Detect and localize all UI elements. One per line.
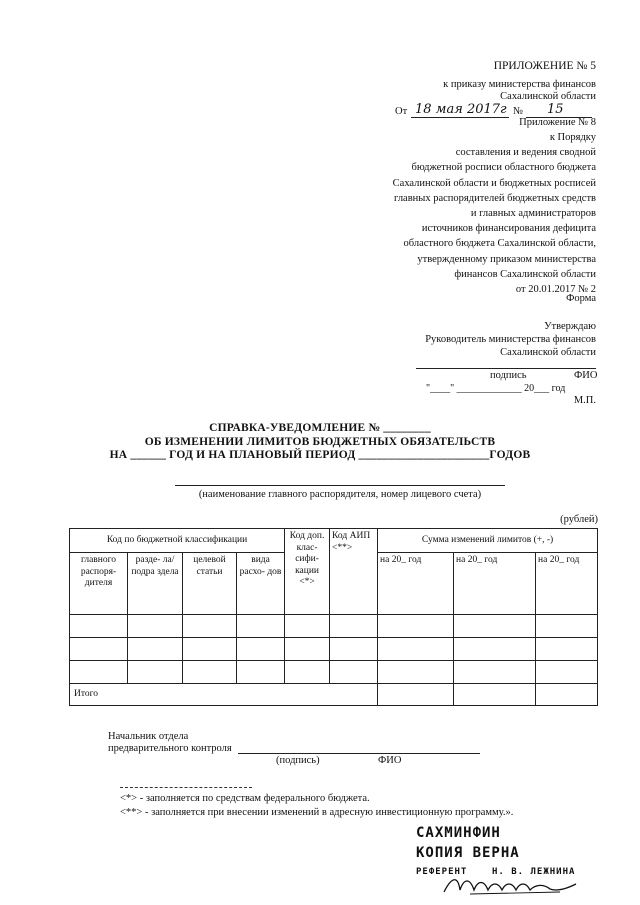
table-cell[interactable] [70, 615, 128, 638]
approver-signature-caption: подпись [490, 370, 527, 381]
table-row [70, 661, 598, 684]
table-cell[interactable] [237, 661, 285, 684]
total-label: Итого [70, 684, 378, 706]
order-line-1: к приказу министерства финансов [443, 79, 596, 90]
signoff-fio-caption: ФИО [378, 755, 402, 766]
table-cell[interactable] [183, 638, 237, 661]
handwritten-date: 18 мая 2017г [415, 102, 507, 117]
total-cell[interactable] [378, 684, 454, 706]
table-cell[interactable] [454, 615, 536, 638]
main-manager-subheader: главного распоря- дителя [70, 553, 128, 615]
table-cell[interactable] [330, 638, 378, 661]
table-cell[interactable] [378, 638, 454, 661]
procedure-line: от 20.01.2017 № 2 [515, 284, 596, 296]
table-cell[interactable] [70, 661, 128, 684]
handwritten-number: 15 [547, 102, 564, 117]
table-cell[interactable] [128, 638, 183, 661]
approver-fio-caption: ФИО [574, 370, 598, 381]
footnote-2: <**> - заполняется при внесении изменений в адресную инвестиционную программу.». [120, 807, 514, 818]
year-1-subheader: на 20_ год [378, 553, 454, 615]
appendix-8-title: Приложение № 8 [519, 117, 596, 128]
section-subheader: разде- ла/подра здела [128, 553, 183, 615]
procedure-line: утвержденному приказом министерства [417, 253, 596, 265]
year-3-subheader: на 20_ год [536, 553, 598, 615]
procedure-reference [393, 130, 596, 297]
number-sign: № [513, 106, 524, 117]
table-cell[interactable] [237, 615, 285, 638]
table-row [70, 638, 598, 661]
approver-line-2: Сахалинской области [500, 347, 596, 358]
form-label: Форма [566, 293, 596, 304]
table-cell[interactable] [378, 615, 454, 638]
footnote-divider [120, 787, 252, 788]
table-row [70, 615, 598, 638]
appendix-5-title: ПРИЛОЖЕНИЕ № 5 [493, 60, 596, 72]
procedure-line: и главных администраторов [470, 208, 596, 220]
table-cell[interactable] [536, 638, 598, 661]
stamp-referent: РЕФЕРЕНТ [416, 867, 468, 877]
procedure-line: к Порядку [549, 132, 596, 143]
table-cell[interactable] [330, 615, 378, 638]
procedure-line: финансов Сахалинской области [454, 268, 596, 280]
table-cell[interactable] [128, 615, 183, 638]
document-title-line-3: НА ______ ГОД И НА ПЛАНОВЫЙ ПЕРИОД ______________________ГОДОВ [109, 449, 531, 461]
year-2-subheader: на 20_ год [454, 553, 536, 615]
procedure-line: Сахалинской области и бюджетных росписей [392, 177, 596, 189]
table-cell[interactable] [128, 661, 183, 684]
approver-line-1: Руководитель министерства финансов [425, 334, 596, 345]
document-title-line-1: СПРАВКА-УВЕДОМЛЕНИЕ № ________ [209, 422, 431, 434]
stamp-place-label: М.П. [573, 395, 596, 406]
approval-date-line: "____" _____________ 20___ год [426, 383, 566, 394]
approve-label: Утверждаю [544, 321, 596, 332]
total-row [70, 684, 598, 706]
signoff-signature-caption: (подпись) [276, 755, 320, 766]
table-cell[interactable] [285, 661, 330, 684]
limits-change-table [69, 528, 598, 706]
stamp-name: Н. В. ЛЕЖНИНА [492, 867, 576, 877]
procedure-line: областного бюджета Сахалинской области, [403, 238, 596, 250]
target-item-subheader: целевой статьи [183, 553, 237, 615]
footnote-1: <*> - заполняется по средствам федерального бюджета. [120, 793, 370, 804]
table-cell[interactable] [183, 661, 237, 684]
procedure-line: главных распорядителей бюджетных средств [394, 192, 596, 204]
budget-classification-header: Код по бюджетной классификации [70, 529, 285, 553]
procedure-line: составления и ведения сводной [455, 147, 596, 159]
total-cell[interactable] [536, 684, 598, 706]
limits-sum-header: Сумма изменений лимитов (+, -) [378, 529, 598, 553]
table-cell[interactable] [183, 615, 237, 638]
units-label: (рублей) [560, 514, 598, 525]
expense-type-subheader: вида расхо- дов [237, 553, 285, 615]
table-cell[interactable] [70, 638, 128, 661]
table-cell[interactable] [285, 638, 330, 661]
order-line-2: Сахалинской области [500, 91, 596, 102]
handwritten-signature [440, 872, 580, 898]
signoff-line-2: предварительного контроля [108, 743, 232, 754]
procedure-line: бюджетной росписи областного бюджета [411, 162, 596, 174]
stamp-line-1: САХМИНФИН [416, 825, 501, 841]
table-cell[interactable] [285, 615, 330, 638]
table-cell[interactable] [536, 615, 598, 638]
table-cell[interactable] [330, 661, 378, 684]
signoff-line-1: Начальник отдела [108, 731, 189, 742]
stamp-line-2: КОПИЯ ВЕРНА [416, 845, 520, 861]
table-cell[interactable] [378, 661, 454, 684]
table-cell[interactable] [454, 638, 536, 661]
table-cell[interactable] [454, 661, 536, 684]
total-cell[interactable] [454, 684, 536, 706]
table-cell[interactable] [536, 661, 598, 684]
aip-code-header: Код АИП <**> [330, 529, 378, 615]
table-cell[interactable] [237, 638, 285, 661]
recipient-caption: (наименование главного распорядителя, номер лицевого счета) [198, 489, 482, 500]
additional-classification-header: Код доп. клас- сифи- кации <*> [285, 529, 330, 615]
from-prefix: От [395, 106, 408, 117]
document-title-line-2: ОБ ИЗМЕНЕНИИ ЛИМИТОВ БЮДЖЕТНЫХ ОБЯЗАТЕЛЬСТВ [144, 436, 496, 448]
procedure-line: источников финансирования дефицита [421, 223, 596, 235]
